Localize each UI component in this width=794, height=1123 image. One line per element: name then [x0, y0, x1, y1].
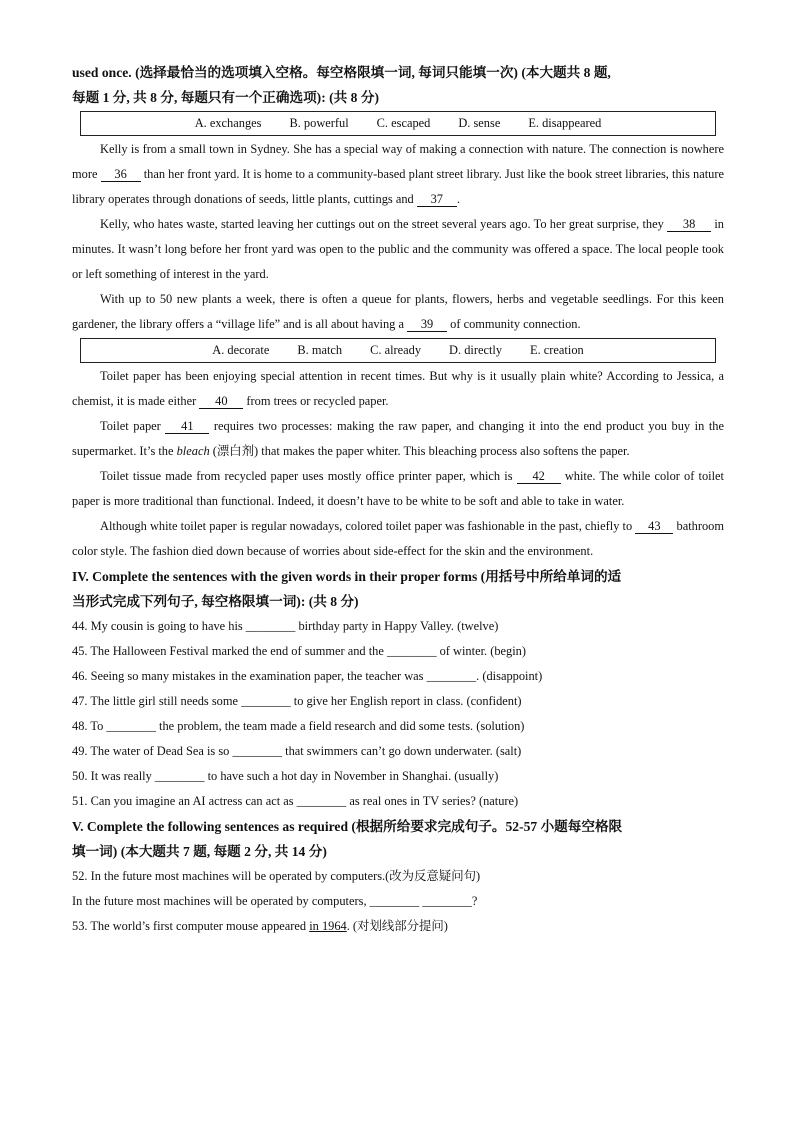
paragraph-text: from trees or recycled paper.	[243, 394, 389, 408]
question-52: 52. In the future most machines will be operated by computers.(改为反意疑问句)	[72, 869, 481, 883]
underlined-phrase: in 1964	[309, 919, 347, 933]
word-bank-1-option-a: A. exchanges	[194, 116, 262, 130]
section4-header-line1: IV. Complete the sentences with the given words in their proper forms (用括号中所给单词的适	[72, 569, 622, 584]
blank-38[interactable]: 38	[667, 217, 711, 232]
passage-paragraph-2	[72, 212, 724, 287]
section5-header-line2: 填一词) (本大题共 7 题, 每题 2 分, 共 14 分)	[72, 844, 327, 859]
question-45: 45. The Halloween Festival marked the end of summer and the ________ of winter. (begin)	[72, 644, 526, 658]
paragraph-text: Toilet paper has been enjoying special attention in recent times. But why is it usually plain white? According to Jessica, a chemist, it is made either	[72, 369, 724, 408]
paragraph-text: Kelly, who hates waste, started leaving her cuttings out on the street several years ago. To her great surprise, they	[100, 217, 668, 231]
paragraph-text: Toilet tissue made from recycled paper uses mostly office printer paper, which is	[100, 469, 517, 483]
section3-header-line1: used once. (选择最恰当的选项填入空格。每空格限填一词, 每词只能填一次) (本大题共 8 题,	[72, 65, 611, 80]
paragraph-text: .	[456, 192, 460, 206]
word-bank-2-option-a: A. decorate	[212, 343, 270, 357]
paragraph-text: white. The while color of toilet paper is more traditional than functional. Indeed, it doesn’t have to be white to be soft and able to take in water.	[72, 469, 724, 508]
question-46: 46. Seeing so many mistakes in the examination paper, the teacher was ________. (disappoint)	[72, 669, 543, 683]
passage-paragraph-1	[72, 137, 724, 212]
passage-paragraph-6	[72, 464, 724, 514]
word-bank-2-option-e: E. creation	[530, 343, 584, 357]
paragraph-text: in minutes. It wasn’t long before her front yard was open to the public and the community was offered a space. The local people took or left something of interest in the yard.	[72, 217, 724, 281]
word-bank-2-option-c: C. already	[370, 343, 422, 357]
paragraph-text: With up to 50 new plants a week, there is often a queue for plants, flowers, herbs and vegetable seedlings. For this keen gardener, the library offers a “village life” and is all about having a	[72, 292, 724, 331]
word-bank-1-option-c: C. escaped	[376, 116, 431, 130]
paragraph-text: Kelly is from a small town in Sydney. She has a special way of making a connection with nature. The connection is nowhere more	[72, 142, 724, 181]
blank-40[interactable]: 40	[199, 394, 243, 409]
passage-paragraph-5	[72, 414, 724, 464]
question-51: 51. Can you imagine an AI actress can act as ________ as real ones in TV series? (nature)	[72, 794, 519, 808]
question-text: . (对划线部分提问)	[346, 919, 448, 933]
word-bank-2-option-b: B. match	[297, 343, 343, 357]
passage-paragraph-7	[72, 514, 724, 564]
paragraph-text: of community connection.	[447, 317, 581, 331]
blank-39[interactable]: 39	[407, 317, 447, 332]
blank-42[interactable]: 42	[517, 469, 561, 484]
blank-41[interactable]: 41	[165, 419, 209, 434]
section3-header-line2: 每题 1 分, 共 8 分, 每题只有一个正确选项): (共 8 分)	[72, 90, 379, 105]
question-48: 48. To ________ the problem, the team made a field research and did some tests. (solution)	[72, 719, 525, 733]
paragraph-text: requires two processes: making the raw paper, and changing it into the end product you buy in the supermarket. It’s the	[72, 419, 725, 458]
word-bank-1	[80, 111, 716, 136]
question-44: 44. My cousin is going to have his ________ birthday party in Happy Valley. (twelve)	[72, 619, 499, 633]
word-bank-1-option-e: E. disappeared	[528, 116, 602, 130]
question-49: 49. The water of Dead Sea is so ________ that swimmers can’t go down underwater. (salt)	[72, 744, 522, 758]
paragraph-text: Toilet paper	[100, 419, 166, 433]
word-bank-1-option-b: B. powerful	[289, 116, 349, 130]
blank-37[interactable]: 37	[417, 192, 457, 207]
question-text: 53. The world’s first computer mouse appeared	[72, 919, 310, 933]
paragraph-text: Although white toilet paper is regular nowadays, colored toilet paper was fashionable in the past, chiefly to	[100, 519, 636, 533]
paragraph-text: bathroom color style. The fashion died down because of worries about side-effect for the skin and the environment.	[72, 519, 724, 558]
question-52-answer-line: In the future most machines will be operated by computers, ________ ________?	[72, 894, 478, 908]
section4-header-line2: 当形式完成下列句子, 每空格限填一词): (共 8 分)	[72, 594, 359, 609]
section5-header-line1: V. Complete the following sentences as required (根据所给要求完成句子。52-57 小题每空格限	[72, 819, 623, 834]
word-bank-2-option-d: D. directly	[449, 343, 503, 357]
question-50: 50. It was really ________ to have such a hot day in November in Shanghai. (usually)	[72, 769, 499, 783]
question-53	[72, 914, 724, 939]
paragraph-text: than her front yard. It is home to a community-based plant street library. Just like the book street libraries, this nature library operates through donations of seeds, little plants, cuttings and	[72, 167, 724, 206]
italic-term: bleach	[176, 444, 210, 458]
question-47: 47. The little girl still needs some ________ to give her English report in class. (confident)	[72, 694, 522, 708]
blank-36[interactable]: 36	[101, 167, 141, 182]
exam-page	[72, 60, 724, 939]
passage-paragraph-4	[72, 364, 724, 414]
passage-paragraph-3	[72, 287, 724, 337]
blank-43[interactable]: 43	[635, 519, 673, 534]
word-bank-2	[80, 338, 716, 363]
paragraph-text: (漂白剂) that makes the paper whiter. This bleaching process also softens the paper.	[209, 444, 630, 458]
word-bank-1-option-d: D. sense	[458, 116, 501, 130]
